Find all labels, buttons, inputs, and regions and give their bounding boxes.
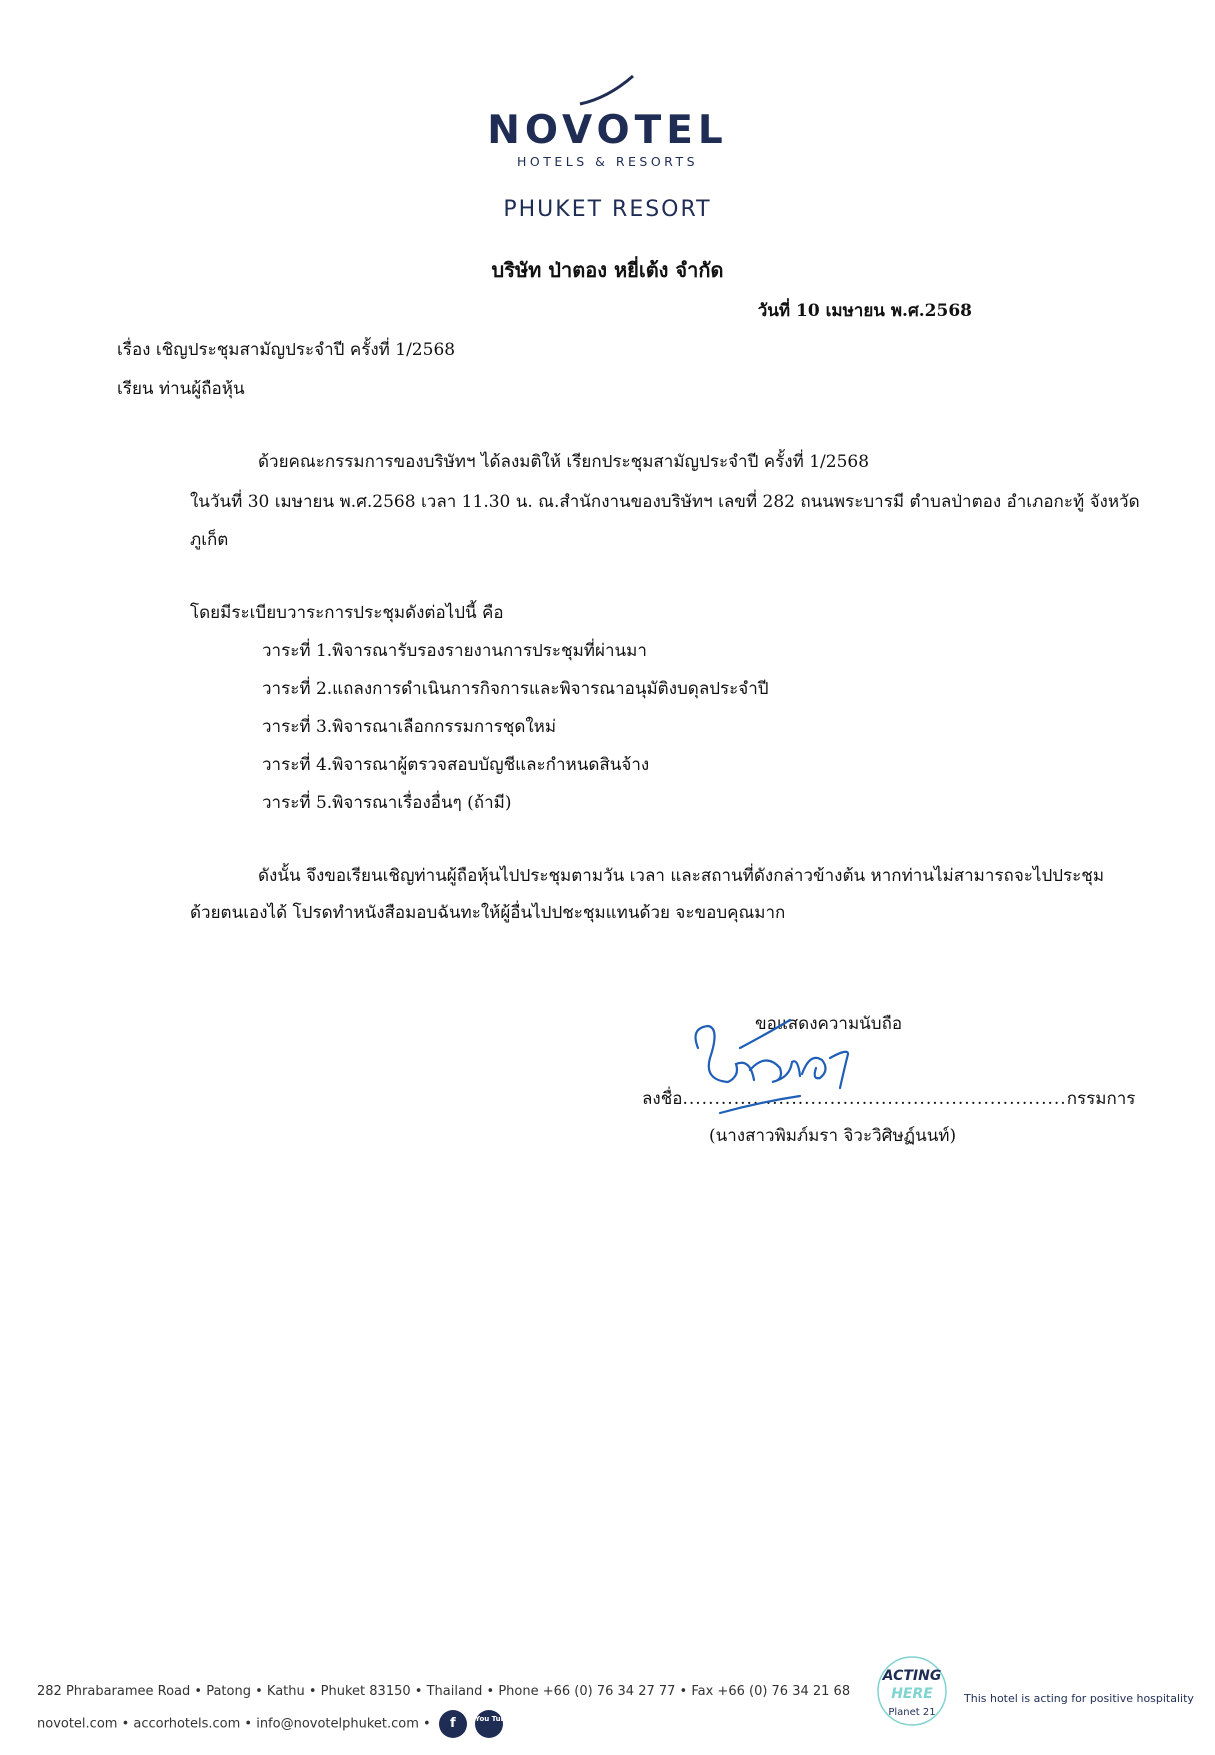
novotel-logo-arc: [578, 74, 638, 106]
property-name: PHUKET RESORT: [503, 197, 712, 222]
agenda-item: วาระที่ 3.พิจารณาเลือกกรรมการชุดใหม่: [262, 717, 557, 737]
handwritten-signature: [680, 1018, 880, 1128]
letter-date: วันที่ 10 เมษายน พ.ศ.2568: [757, 301, 972, 321]
badge-line-1: ACTING: [882, 1668, 942, 1684]
footer-address: 282 Phrabaramee Road • Patong • Kathu • Phuket 83150 • Thailand • Phone +66 (0) 76 34 27 77 • Fax +66 (0) 76 34 21 68: [37, 1684, 851, 1699]
body-line-1: ด้วยคณะกรรมการของบริษัทฯ ได้ลงมติให้ เรียกประชุมสามัญประจำปี ครั้งที่ 1/2568: [258, 452, 870, 472]
body-line-2: ในวันที่ 30 เมษายน พ.ศ.2568 เวลา 11.30 น. ณ.สำนักงานของบริษัทฯ เลขที่ 282 ถนนพระบารมี ตำบลป่าตอง อำเภอกะทู้ จังหวัด: [190, 492, 1140, 512]
badge-tagline: This hotel is acting for positive hospitality: [964, 1692, 1194, 1705]
facebook-icon[interactable]: f: [439, 1710, 467, 1738]
brand-name: NOVOTEL: [487, 108, 728, 153]
closing-line-2: ด้วยตนเองได้ โปรดทำหนังสือมอบฉันทะให้ผู้อื่นไปปชะชุมแทนด้วย จะขอบคุณมาก: [190, 903, 786, 923]
sign-label: ลงชื่อ: [642, 1089, 683, 1109]
brand-subtitle: HOTELS & RESORTS: [516, 154, 699, 169]
company-name: บริษัท ป่าตอง หยี่เต้ง จำกัด: [491, 258, 724, 282]
letter-subject: เรื่อง เชิญประชุมสามัญประจำปี ครั้งที่ 1/2568: [117, 340, 456, 360]
footer-links-row: [37, 1710, 511, 1738]
footer-links[interactable]: novotel.com • accorhotels.com • info@novotelphuket.com •: [37, 1716, 431, 1732]
agenda-item: วาระที่ 5.พิจารณาเรื่องอื่นๆ (ถ้ามี): [262, 793, 512, 813]
agenda-item: วาระที่ 4.พิจารณาผู้ตรวจสอบบัญชีและกำหนดสินจ้าง: [262, 755, 650, 775]
badge-line-3: Planet 21: [888, 1707, 936, 1718]
agenda-item: วาระที่ 2.แถลงการดำเนินการกิจการและพิจารณาอนุมัติงบดุลประจำปี: [262, 679, 769, 699]
sign-role: กรรมการ: [1066, 1089, 1136, 1109]
closing-line-1: ดังนั้น จึงขอเรียนเชิญท่านผู้ถือหุ้นไปประชุมตามวัน เวลา และสถานที่ดังกล่าวข้างต้น หากท่านไม่สามารถจะไปประชุม: [258, 866, 1105, 886]
letter-recipient: เรียน ท่านผู้ถือหุ้น: [117, 379, 245, 399]
agenda-intro: โดยมีระเบียบวาระการประชุมดังต่อไปนี้ คือ: [190, 603, 504, 623]
sign-dots: ............................................................: [682, 1089, 1067, 1109]
youtube-icon[interactable]: You Tube: [475, 1710, 503, 1738]
regards: ขอแสดงความนับถือ: [755, 1014, 903, 1034]
badge-line-2: HERE: [891, 1686, 933, 1702]
signatory-name: (นางสาวพิมภ์มรา จิวะวิศิษฏ์นนท์): [709, 1126, 957, 1146]
body-line-3: ภูเก็ต: [190, 530, 229, 550]
agenda-item: วาระที่ 1.พิจารณารับรองรายงานการประชุมที่ผ่านมา: [262, 641, 647, 661]
